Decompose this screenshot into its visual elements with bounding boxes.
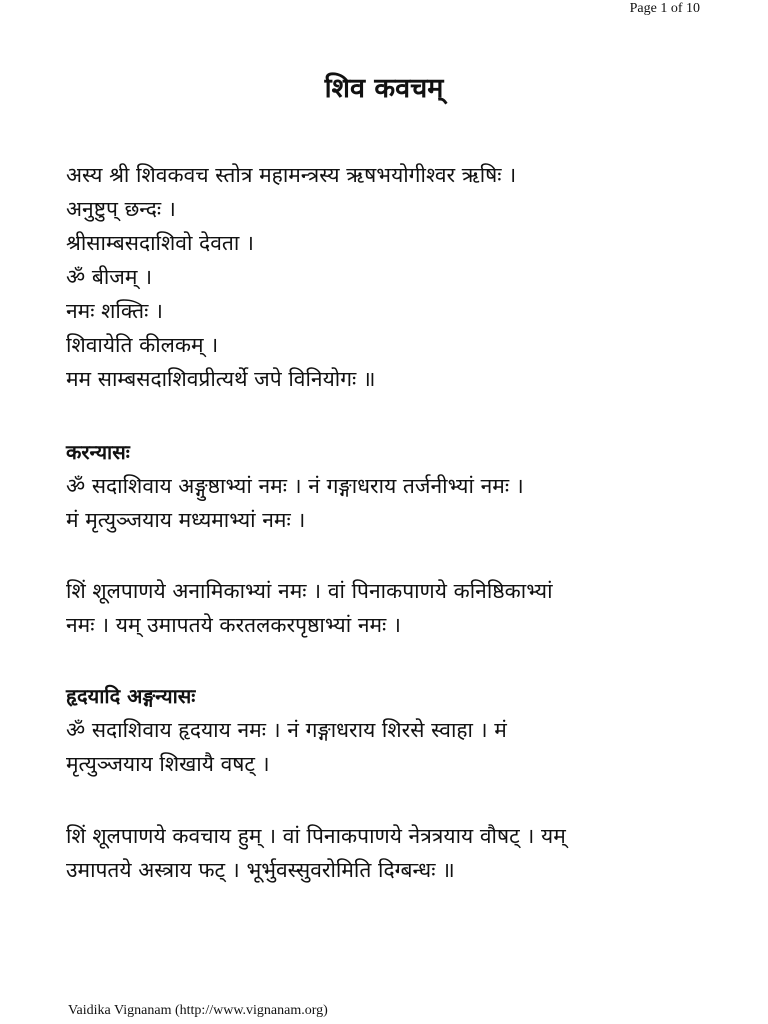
section-heading: हृदयादि अङ्गन्यासः [66,684,196,708]
verse-line: ॐ सदाशिवाय हृदयाय नमः । नं गङ्गाधराय शिरसे स्वाहा । मं [66,718,507,742]
invocation-line: शिवायेति कीलकम् । [66,333,219,357]
invocation-line: अस्य श्री शिवकवच स्तोत्र महामन्त्रस्य ऋषभयोगीश्वर ऋषिः । [66,163,517,187]
verse-line: नमः । यम् उमापतये करतलकरपृष्ठाभ्यां नमः । [66,613,401,637]
verse-line: शिं शूलपाणये कवचाय हुम् । वां पिनाकपाणये नेत्रत्रयाय वौषट् । यम् [66,824,566,848]
karanyasa-section [66,435,716,537]
verse-line: मृत्युञ्जयाय शिखायै वषट् । [66,752,270,776]
page-title: शिव कवचम् [324,73,444,104]
verse-line: शिं शूलपाणये अनामिकाभ्यां नमः । वां पिनाकपाणये कनिष्ठिकाभ्यां [66,579,553,603]
verse-line: उमापतये अस्त्राय फट् । भूर्भुवस्सुवरोमिति दिग्बन्धः ॥ [66,858,455,882]
karanyasa-paragraph-2 [66,574,716,642]
invocation-block [66,158,716,396]
invocation-line: नमः शक्तिः । [66,299,163,323]
verse-line: मं मृत्युञ्जयाय मध्यमाभ्यां नमः । [66,508,306,532]
page-footer: Vaidika Vignanam (http://www.vignanam.org) [68,1003,328,1018]
invocation-line: ॐ बीजम् । [66,265,153,289]
invocation-line: श्रीसाम्बसदाशिवो देवता । [66,231,254,255]
section-heading: करन्यासः [66,440,130,464]
verse-line: ॐ सदाशिवाय अङ्गुष्ठाभ्यां नमः । नं गङ्गाधराय तर्जनीभ्यां नमः । [66,474,524,498]
invocation-line: मम साम्बसदाशिवप्रीत्यर्थे जपे विनियोगः ॥ [66,367,376,391]
page-number: Page 1 of 10 [629,1,700,16]
hridayadi-paragraph-2 [66,819,716,887]
hridayadi-section [66,679,716,781]
invocation-line: अनुष्टुप् छन्दः । [66,197,176,221]
